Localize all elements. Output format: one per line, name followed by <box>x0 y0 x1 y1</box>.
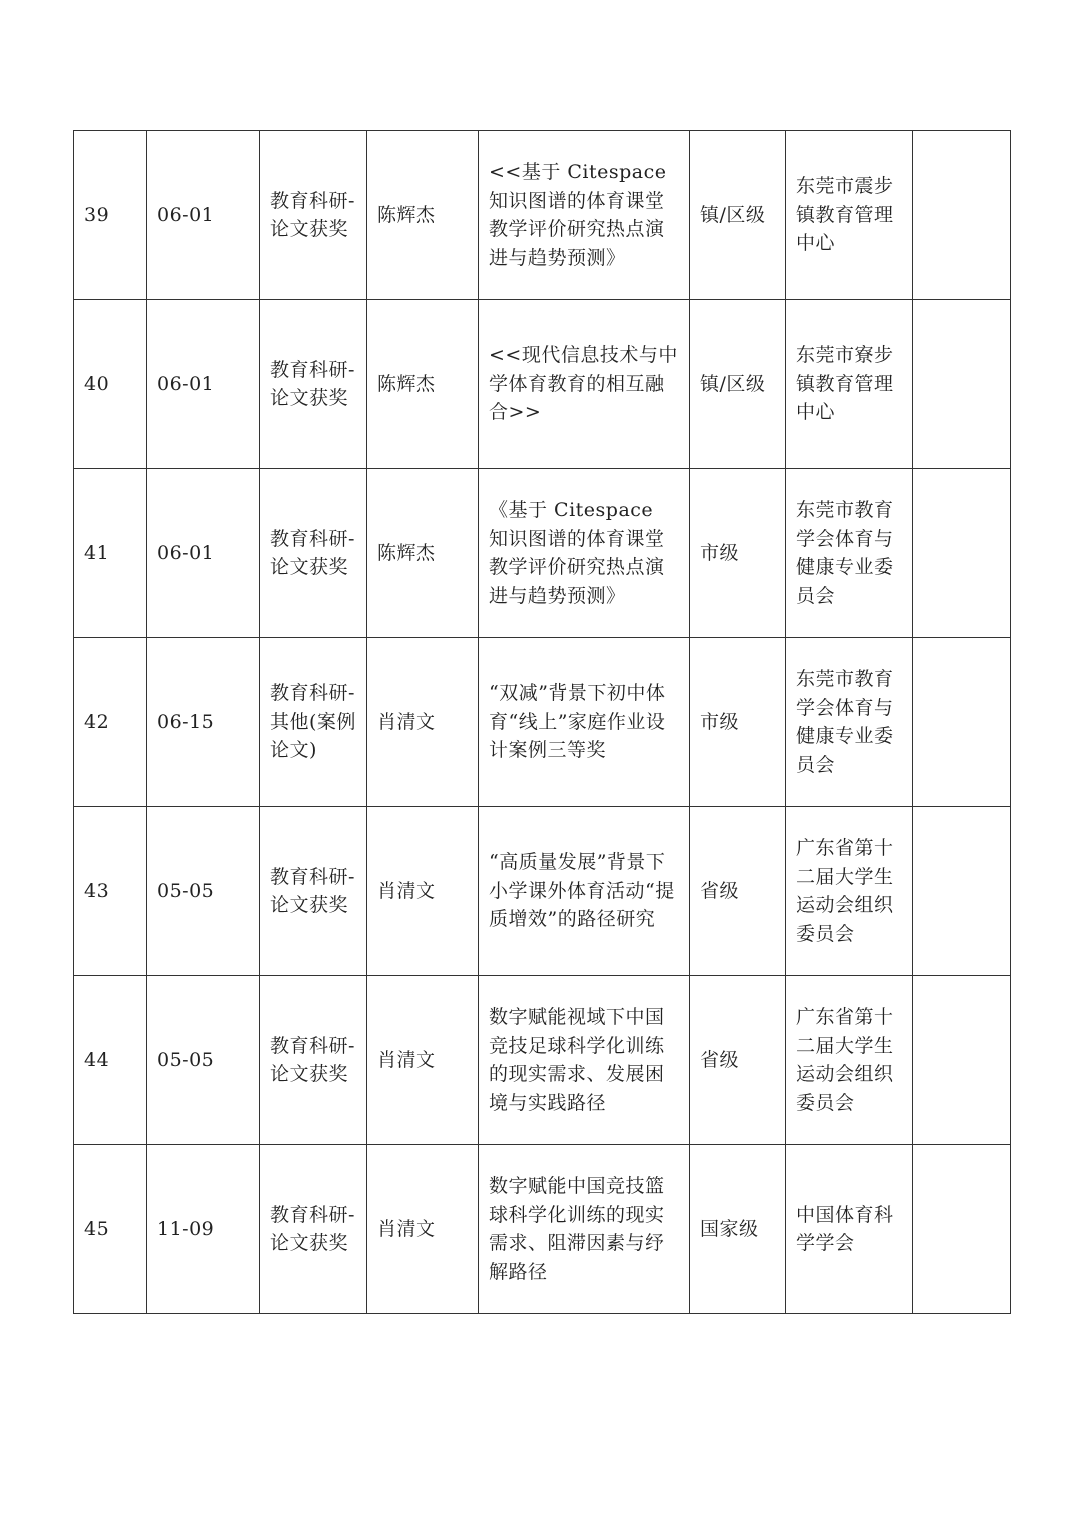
issuer-cell: 中国体育科学学会 <box>786 1145 913 1314</box>
level-cell: 镇/区级 <box>690 131 786 300</box>
person-cell: 肖清文 <box>367 638 479 807</box>
issuer-cell: 东莞市震步镇教育管理中心 <box>786 131 913 300</box>
table-row <box>74 1145 1011 1314</box>
table-row <box>74 638 1011 807</box>
title-cell: “高质量发展”背景下小学课外体育活动“提质增效”的路径研究 <box>479 807 690 976</box>
category-cell: 教育科研-论文获奖 <box>260 131 367 300</box>
person-cell: 肖清文 <box>367 807 479 976</box>
issuer-cell: 东莞市寮步镇教育管理中心 <box>786 300 913 469</box>
title-cell: 数字赋能中国竞技篮球科学化训练的现实需求、阻滞因素与纾解路径 <box>479 1145 690 1314</box>
title-cell: “双减”背景下初中体育“线上”家庭作业设计案例三等奖 <box>479 638 690 807</box>
date-cell: 06-01 <box>147 131 260 300</box>
row-number: 39 <box>74 131 147 300</box>
category-cell: 教育科研-其他(案例论文) <box>260 638 367 807</box>
date-cell: 06-01 <box>147 300 260 469</box>
row-number: 45 <box>74 1145 147 1314</box>
row-number: 43 <box>74 807 147 976</box>
level-cell: 省级 <box>690 807 786 976</box>
row-number: 42 <box>74 638 147 807</box>
level-cell: 省级 <box>690 976 786 1145</box>
level-cell: 国家级 <box>690 1145 786 1314</box>
person-cell: 陈辉杰 <box>367 131 479 300</box>
table-row <box>74 807 1011 976</box>
person-cell: 肖清文 <box>367 976 479 1145</box>
date-cell: 06-01 <box>147 469 260 638</box>
category-cell: 教育科研-论文获奖 <box>260 469 367 638</box>
note-cell <box>913 976 1011 1145</box>
note-cell <box>913 1145 1011 1314</box>
title-cell: 数字赋能视域下中国竞技足球科学化训练的现实需求、发展困境与实践路径 <box>479 976 690 1145</box>
note-cell <box>913 131 1011 300</box>
note-cell <box>913 638 1011 807</box>
title-cell: <<现代信息技术与中学体育教育的相互融合>> <box>479 300 690 469</box>
date-cell: 05-05 <box>147 807 260 976</box>
person-cell: 陈辉杰 <box>367 469 479 638</box>
category-cell: 教育科研-论文获奖 <box>260 1145 367 1314</box>
table-row <box>74 976 1011 1145</box>
table-row <box>74 469 1011 638</box>
issuer-cell: 东莞市教育学会体育与健康专业委员会 <box>786 469 913 638</box>
level-cell: 市级 <box>690 469 786 638</box>
person-cell: 陈辉杰 <box>367 300 479 469</box>
date-cell: 05-05 <box>147 976 260 1145</box>
row-number: 44 <box>74 976 147 1145</box>
issuer-cell: 广东省第十二届大学生运动会组织委员会 <box>786 976 913 1145</box>
issuer-cell: 广东省第十二届大学生运动会组织委员会 <box>786 807 913 976</box>
table-row <box>74 300 1011 469</box>
date-cell: 06-15 <box>147 638 260 807</box>
note-cell <box>913 807 1011 976</box>
level-cell: 镇/区级 <box>690 300 786 469</box>
category-cell: 教育科研-论文获奖 <box>260 976 367 1145</box>
date-cell: 11-09 <box>147 1145 260 1314</box>
title-cell: <<基于 Citespace 知识图谱的体育课堂教学评价研究热点演进与趋势预测》 <box>479 131 690 300</box>
note-cell <box>913 300 1011 469</box>
category-cell: 教育科研-论文获奖 <box>260 807 367 976</box>
row-number: 41 <box>74 469 147 638</box>
awards-table <box>73 130 1011 1314</box>
row-number: 40 <box>74 300 147 469</box>
level-cell: 市级 <box>690 638 786 807</box>
note-cell <box>913 469 1011 638</box>
title-cell: 《基于 Citespace 知识图谱的体育课堂教学评价研究热点演进与趋势预测》 <box>479 469 690 638</box>
person-cell: 肖清文 <box>367 1145 479 1314</box>
issuer-cell: 东莞市教育学会体育与健康专业委员会 <box>786 638 913 807</box>
table-row <box>74 131 1011 300</box>
category-cell: 教育科研-论文获奖 <box>260 300 367 469</box>
